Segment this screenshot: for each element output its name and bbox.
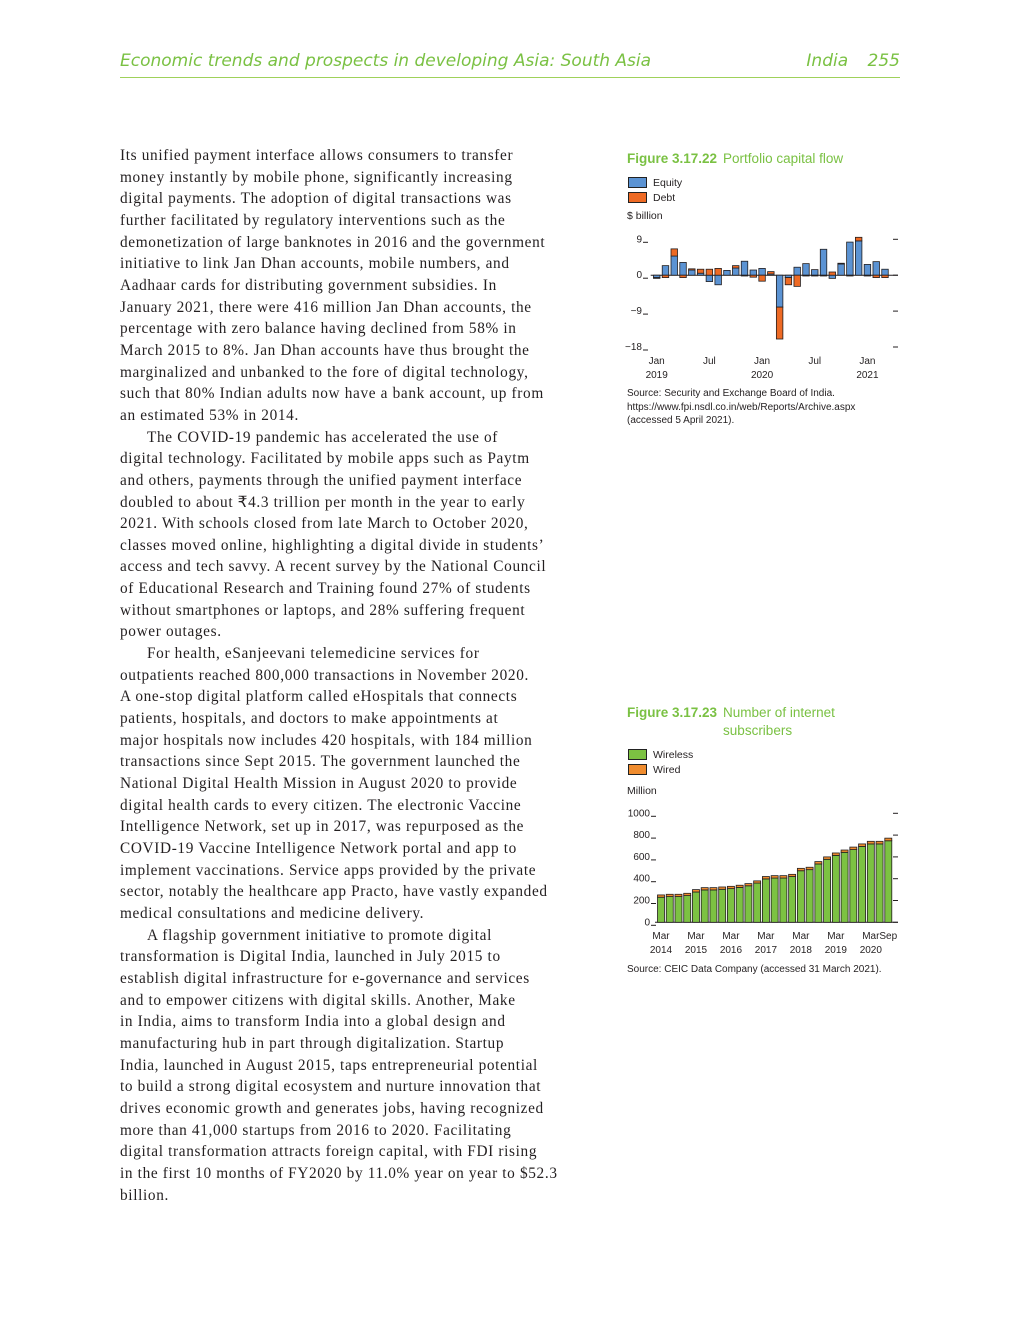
text-line: and others, payments through the unified payment interface [120, 471, 523, 489]
text-line: digital payments. The adoption of digital transactions was [120, 190, 512, 208]
bar-wired [815, 862, 822, 864]
y-tick-label: 600 [633, 851, 650, 863]
text-line: without smartphones or laptops, and 28% suffering frequent [120, 601, 526, 619]
bar-debt [785, 278, 792, 285]
legend-item-equity [628, 175, 682, 190]
bar-equity [680, 262, 687, 275]
y-tick-label: 1000 [627, 808, 650, 820]
y-tick-label: −9 [630, 306, 642, 318]
text-line: transactions since Sept 2015. The government launched the [120, 753, 521, 771]
text-line: transformation is Digital India, launched in July 2015 to [120, 948, 501, 966]
bar-wired [658, 895, 665, 897]
bar-debt [715, 268, 722, 275]
text-line: Intelligence Network, set up in 2017, was repurposed as the [120, 818, 525, 836]
text-line: of Educational Research and Training found 27% of students [120, 580, 531, 598]
x-tick-label: Jan [859, 356, 876, 367]
text-line: initiative to link Jan Dhan accounts, mobile numbers, and [120, 255, 510, 273]
bar-equity [724, 270, 731, 275]
bar-wireless [692, 892, 699, 922]
y-tick-label: 400 [633, 873, 650, 885]
bar-equity [838, 264, 845, 275]
bar-wired [754, 881, 761, 883]
bar-debt [732, 266, 739, 268]
text-line: doubled to about ₹4.3 trillion per month in the year to early [120, 493, 526, 511]
bar-wired [692, 890, 699, 892]
x-tick-label: Mar [652, 931, 670, 942]
bar-wired [745, 884, 752, 886]
bar-equity [671, 256, 678, 275]
x-tick-label-year: 2019 [645, 370, 668, 381]
bar-wireless [762, 879, 769, 922]
text-line: India, launched in August 2015, taps entrepreneurial potential [120, 1056, 538, 1074]
bar-debt [750, 275, 757, 277]
text-line: major hospitals now includes 420 hospitals, with 184 million [120, 731, 533, 749]
bar-wireless [850, 850, 857, 923]
x-tick-label: Mar [722, 931, 740, 942]
legend-label: Debt [653, 191, 676, 204]
bar-equity [741, 261, 748, 275]
bar-wireless [675, 897, 682, 923]
text-line: demonetization of large banknotes in 2016 and the government [120, 233, 546, 251]
bar-wired [806, 867, 813, 869]
bar-equity [776, 275, 783, 307]
text-line: March 2015 to 8%. Jan Dhan accounts have thus brought the [120, 341, 530, 359]
header-rule [120, 77, 900, 78]
bar-debt [671, 249, 678, 256]
bar-equity [829, 275, 836, 278]
bar-debt [873, 275, 880, 277]
text-line: in India, aims to transform India into a global design and [120, 1013, 506, 1031]
y-tick-label: 800 [633, 830, 650, 842]
bar-equity [812, 270, 819, 276]
x-tick-label: Jan [648, 356, 665, 367]
x-tick-label: Sep [879, 931, 898, 942]
bar-wireless [727, 889, 734, 923]
bar-wireless [658, 897, 665, 922]
bar-wired [771, 876, 778, 878]
x-tick-label-year: 2019 [824, 945, 847, 956]
bar-debt [864, 275, 871, 276]
bar-wireless [780, 878, 787, 922]
bar-equity [706, 275, 713, 281]
bar-wireless [859, 846, 866, 922]
x-tick-label-year: 2020 [859, 945, 882, 956]
y-tick-label: 0 [644, 917, 650, 929]
bar-debt [697, 269, 704, 273]
bar-wireless [885, 841, 892, 923]
bar-wired [736, 885, 743, 887]
bar-wireless [841, 852, 848, 922]
x-tick-label-year: 2020 [750, 370, 774, 381]
bar-debt [847, 275, 854, 276]
bar-wireless [719, 889, 726, 922]
section-name: India [806, 51, 849, 71]
y-tick-label: 200 [633, 895, 650, 907]
bar-wireless [806, 870, 813, 923]
y-axis-unit: $ billion [627, 210, 663, 222]
bar-wireless [867, 844, 874, 922]
bar-debt [794, 275, 801, 286]
figure-source: Source: CEIC Data Company (accessed 31 March 2021). [627, 964, 882, 975]
text-line: further facilitated by regulatory interventions such as the [120, 211, 506, 229]
text-line: A one-stop digital platform called eHospitals that connects [120, 688, 518, 706]
bar-wireless [832, 855, 839, 922]
bar-wireless [684, 896, 691, 923]
text-line: implement vaccinations. Service apps provided by the private [120, 861, 537, 879]
bar-wired [710, 888, 717, 890]
text-line: For health, eSanjeevani telemedicine services for [147, 645, 480, 663]
bar-debt [706, 269, 713, 275]
legend-label: Equity [653, 176, 683, 189]
bar-wireless [710, 890, 717, 922]
paragraph [120, 145, 590, 427]
bar-wireless [797, 871, 804, 923]
bar-wired [719, 887, 726, 889]
figure-title [627, 150, 843, 168]
x-tick-label: Mar [862, 931, 880, 942]
bar-equity [794, 267, 801, 275]
figure-title [627, 704, 853, 740]
x-tick-label: Mar [757, 931, 775, 942]
bar-wired [867, 841, 874, 844]
bar-equity [715, 275, 722, 285]
bar-wired [684, 893, 691, 895]
text-line: digital technology. Facilitated by mobile apps such as Paytm [120, 450, 530, 468]
bar-equity [855, 241, 862, 275]
page-header-right [806, 51, 900, 71]
text-line: digital transformation attracts foreign capital, with FDI rising [120, 1143, 538, 1161]
legend-item-debt [628, 190, 682, 205]
bar-equity [820, 249, 827, 275]
bar-wireless [754, 883, 761, 922]
x-tick-label: Mar [792, 931, 810, 942]
text-line: access and tech savvy. A recent survey by the National Council [120, 558, 547, 576]
text-line: A flagship government initiative to promote digital [147, 926, 492, 944]
portfolio-capital-flow-chart [600, 220, 910, 385]
bar-debt [829, 272, 836, 275]
bar-wired [780, 876, 787, 878]
figure-number: Figure 3.17.22 [627, 151, 718, 166]
bar-equity [803, 264, 810, 276]
bar-wireless [771, 878, 778, 922]
bar-debt [803, 275, 810, 276]
bar-wireless [824, 859, 831, 922]
bar-wired [841, 850, 848, 852]
text-line: medical consultations and medicine delivery. [120, 904, 425, 922]
bar-wireless [701, 890, 708, 922]
bar-wired [850, 847, 857, 850]
bar-wired [832, 853, 839, 855]
x-tick-label-year: 2015 [684, 945, 708, 956]
bar-equity [750, 270, 757, 275]
legend-label: Wired [653, 763, 681, 776]
bar-equity [662, 266, 669, 276]
bar-equity [882, 269, 889, 275]
text-line: marginalized and unbanked to the fore of digital technology, [120, 363, 529, 381]
text-line: sector, notably the healthcare app Practo, have vastly expanded [120, 883, 548, 901]
text-line: digital health cards to every citizen. The electronic Vaccine [120, 796, 522, 814]
paragraph [120, 925, 590, 1207]
legend-swatch [628, 749, 647, 760]
legend-label: Wireless [653, 748, 694, 761]
text-line: in the first 10 months of FY2020 by 11.0% year on year to $52.3 [120, 1164, 558, 1182]
bar-equity [873, 262, 880, 276]
bar-wireless [815, 864, 822, 922]
bar-debt [768, 272, 775, 274]
text-line: Aadhaar cards for distributing government subsidies. In [120, 276, 497, 294]
bar-wired [727, 886, 734, 888]
bar-wired [885, 838, 892, 841]
figure-caption: Number of internet subscribers [723, 705, 835, 738]
internet-subscribers-chart [600, 800, 910, 960]
text-line: January 2021, there were 416 million Jan Dhan accounts, the [120, 298, 532, 316]
text-line: more than 41,000 startups from 2016 to 2020. Facilitating [120, 1121, 512, 1139]
bar-wired [876, 841, 883, 844]
text-line: to build a strong digital ecosystem and nurture innovation that [120, 1078, 542, 1096]
x-tick-label-year: 2014 [649, 945, 673, 956]
y-tick-label: 9 [636, 234, 642, 246]
bar-equity [864, 264, 871, 275]
bar-equity [689, 270, 696, 275]
figure-caption: Portfolio capital flow [723, 151, 844, 166]
text-line: patients, hospitals, and doctors to make appointments at [120, 710, 499, 728]
bar-wireless [876, 844, 883, 922]
bar-debt [653, 278, 660, 279]
bar-wired [859, 844, 866, 847]
text-line: money instantly by mobile phone, significantly increasing [120, 168, 513, 186]
legend-swatch [628, 764, 647, 775]
text-line: and to empower citizens with digital skills. Another, Make [120, 991, 516, 1009]
text-line: billion. [120, 1186, 169, 1204]
text-line: establish digital infrastructure for e-governance and services [120, 969, 530, 987]
bar-wired [666, 894, 673, 896]
x-tick-label-year: 2021 [856, 370, 879, 381]
bar-debt [689, 269, 696, 270]
paragraph [120, 427, 590, 644]
bar-debt [812, 275, 819, 276]
bar-debt [759, 275, 766, 281]
x-tick-label: Jan [754, 356, 771, 367]
figure-source: Source: Security and Exchange Board of India. https://www.fpi.nsdl.co.in/web/Reports/Archive.aspx (accessed 5 April 2021). [627, 388, 856, 426]
paragraph [120, 643, 590, 925]
chart-legend [628, 747, 693, 777]
y-tick-label: −18 [625, 342, 642, 353]
x-tick-label-year: 2018 [789, 945, 813, 956]
text-line: percentage with zero balance having declined from 58% in [120, 320, 517, 338]
chart-legend [628, 175, 682, 205]
x-tick-label: Mar [687, 931, 705, 942]
bar-equity [759, 268, 766, 275]
text-line: such that 80% Indian adults now have a bank account, up from [120, 385, 544, 403]
text-line: power outages. [120, 623, 222, 641]
bar-debt [741, 275, 748, 276]
legend-item-wired [628, 762, 693, 777]
x-tick-label: Jul [702, 356, 716, 367]
x-tick-label: Jul [808, 356, 822, 367]
bar-wireless [736, 887, 743, 922]
bar-wired [675, 894, 682, 896]
y-axis-unit: Million [627, 785, 657, 797]
y-tick-label: 0 [636, 270, 642, 282]
x-tick-label-year: 2016 [719, 945, 743, 956]
text-line: COVID-19 Vaccine Intelligence Network portal and app to [120, 840, 517, 857]
legend-item-wireless [628, 747, 693, 762]
text-line: drives economic growth and generates jobs, having recognized [120, 1099, 544, 1117]
bar-wired [762, 877, 769, 879]
bar-equity [847, 242, 854, 275]
bar-debt [680, 275, 687, 277]
text-line: National Digital Health Mission in August 2020 to provide [120, 775, 518, 793]
bar-debt [776, 307, 783, 339]
text-line: outpatients reached 800,000 transactions in November 2020. [120, 666, 529, 684]
text-line: Its unified payment interface allows consumers to transfer [120, 147, 514, 164]
legend-swatch [628, 177, 647, 188]
page-number: 255 [867, 51, 900, 71]
x-tick-label-year: 2017 [754, 945, 778, 956]
bar-debt [882, 275, 889, 277]
body-text [120, 145, 590, 1206]
bar-wired [824, 857, 831, 859]
text-line: manufacturing hub in part through digitalization. Startup [120, 1034, 505, 1052]
bar-wireless [666, 897, 673, 923]
bar-debt [820, 275, 827, 276]
bar-debt [855, 237, 862, 241]
bar-equity [732, 268, 739, 275]
bar-wired [797, 868, 804, 870]
text-line: The COVID-19 pandemic has accelerated the use of [147, 428, 499, 446]
bar-wired [789, 874, 796, 876]
bar-debt [662, 275, 669, 277]
text-line: 2021. With schools closed from late March to October 2020, [120, 515, 529, 533]
text-line: classes moved online, highlighting a digital divide in students’ [120, 536, 545, 554]
bar-debt [838, 263, 845, 264]
bar-wireless [745, 886, 752, 923]
text-line: an estimated 53% in 2014. [120, 406, 299, 424]
legend-swatch [628, 192, 647, 203]
bar-wireless [789, 877, 796, 923]
figure-number: Figure 3.17.23 [627, 705, 718, 720]
bar-wired [701, 888, 708, 890]
x-tick-label: Mar [827, 931, 845, 942]
running-title: Economic trends and prospects in developing Asia: South Asia [120, 51, 652, 71]
